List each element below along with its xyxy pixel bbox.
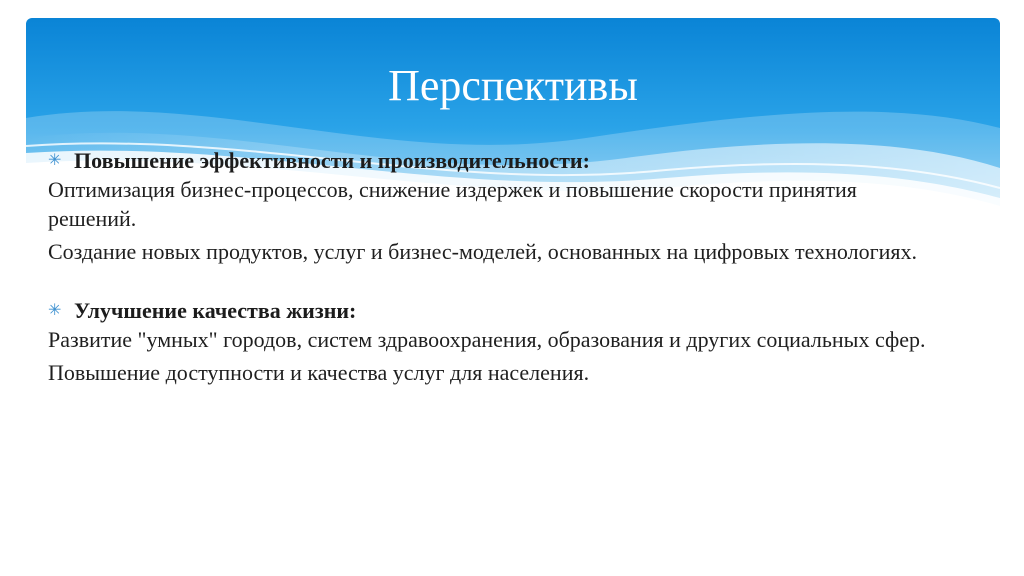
asterisk-icon: ✳: [48, 302, 62, 319]
section-heading-text: Повышение эффективности и производительности:: [74, 148, 590, 173]
section-heading-efficiency: [48, 146, 948, 175]
section-heading-quality-of-life: [48, 296, 948, 325]
paragraph: Развитие "умных" городов, систем здравоохранения, образования и других социальных сфер.: [48, 327, 926, 352]
section-heading-text: Улучшение качества жизни:: [74, 298, 357, 323]
slide-title: Перспективы: [388, 61, 638, 110]
paragraph: Повышение доступности и качества услуг для населения.: [48, 360, 590, 385]
paragraph: Оптимизация бизнес-процессов, снижение издержек и повышение скорости принятия решений.: [48, 177, 857, 231]
asterisk-icon: ✳: [48, 152, 62, 169]
paragraph: Создание новых продуктов, услуг и бизнес-моделей, основанных на цифровых технологиях.: [48, 239, 918, 264]
slide-content: [48, 146, 948, 387]
